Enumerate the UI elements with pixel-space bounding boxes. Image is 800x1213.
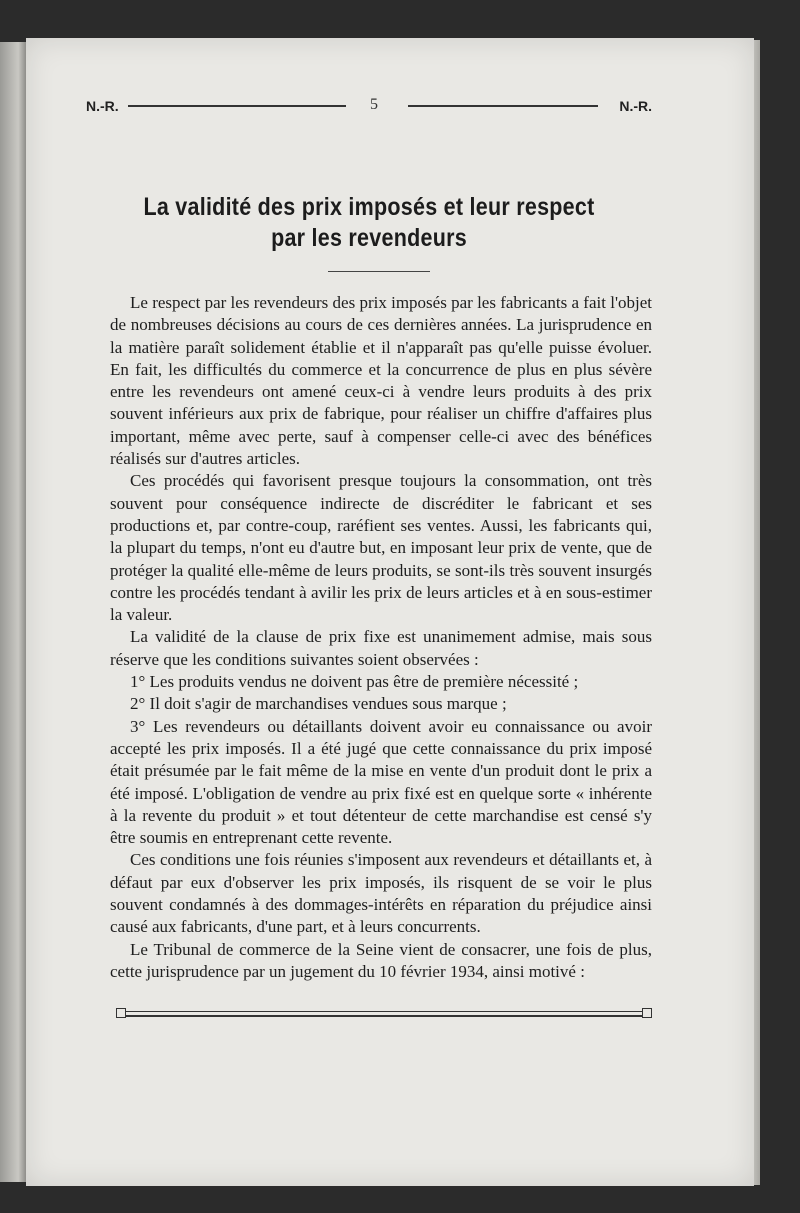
- list-item: 1° Les produits vendus ne doivent pas être de première nécessité ;: [130, 672, 579, 692]
- footer-rule-line: [126, 1011, 642, 1017]
- paragraph: La validité de la clause de prix fixe est unanimement admise, mais sous réserve que les conditions suivantes soient observées :: [110, 627, 652, 669]
- paragraph: Ces conditions une fois réunies s'imposent aux revendeurs et détaillants et, à défaut par eux d'observer les prix imposés, ils risquent de se voir le plus souvent condamnés à des dommages-intérêts en réparation du préjudice ainsi causé aux fabricants, d'une part, et à leurs concurrents.: [110, 850, 652, 937]
- footer-ornament-rule: [116, 1008, 652, 1020]
- title-underline: [328, 271, 430, 272]
- running-header: [86, 96, 652, 116]
- header-right-mark: N.-R.: [619, 98, 652, 114]
- footer-rule-end-box: [116, 1008, 126, 1018]
- list-item: 2° Il doit s'agir de marchandises vendues sous marque ;: [130, 694, 507, 714]
- paragraph: Le respect par les revendeurs des prix imposés par les fabricants a fait l'objet de nombreuses décisions au cours de ces dernières années. La jurisprudence en la matière paraît solidement établie et il n'apparaît pas qu'elle puisse évoluer. En fait, les difficultés du commerce et la concurrence de plus en plus sévère entre les revendeurs ont amené ceux-ci à vendre leurs produits à des prix souvent inférieurs aux prix de fabrique, pour réaliser un chiffre d'affaires plus important, même avec perte, sauf à compenser celle-ci avec des bénéfices réalisés sur d'autres articles.: [110, 293, 652, 469]
- article-title: [126, 192, 613, 254]
- header-rule-left: [128, 105, 346, 107]
- title-line-1: La validité des prix imposés et leur respect: [143, 193, 595, 221]
- header-rule-right: [408, 105, 598, 107]
- paragraph: Le Tribunal de commerce de la Seine vient de consacrer, une fois de plus, cette jurisprudence par un jugement du 10 février 1934, ainsi motivé :: [110, 939, 652, 981]
- page-number: 5: [370, 96, 378, 113]
- title-line-2: par les revendeurs: [271, 224, 467, 252]
- article-body: [110, 292, 652, 983]
- footer-rule-end-box: [642, 1008, 652, 1018]
- adjacent-page-edge: [0, 42, 26, 1182]
- header-left-mark: N.-R.: [86, 98, 119, 114]
- paragraph: Ces procédés qui favorisent presque toujours la consommation, ont très souvent pour conséquence indirecte de discréditer le fabricant et ses productions et, par contre-coup, raréfient ses ventes. Aussi, les fabricants qui, la plupart du temps, n'ont eu d'autre but, en imposant leur prix de vente, que de protéger la qualité elle-même de leurs produits, se sont-ils très souvent insurgés contre les procédés tendant à avilir les prix de leurs articles et à en sous-estimer la valeur.: [110, 471, 652, 625]
- list-item: 3° Les revendeurs ou détaillants doivent avoir eu connaissance ou avoir accepté les prix imposés. Il a été jugé que cette connaissance du prix imposé était présumée par le fait même de la mise en vente d'un produit dont le prix a été imposé. L'obligation de vendre au prix fixé est en quelque sorte « inhérente à la revente du produit » et tout détenteur de cette marchandise est censé s'y être soumis en entreprenant cette revente.: [110, 716, 652, 848]
